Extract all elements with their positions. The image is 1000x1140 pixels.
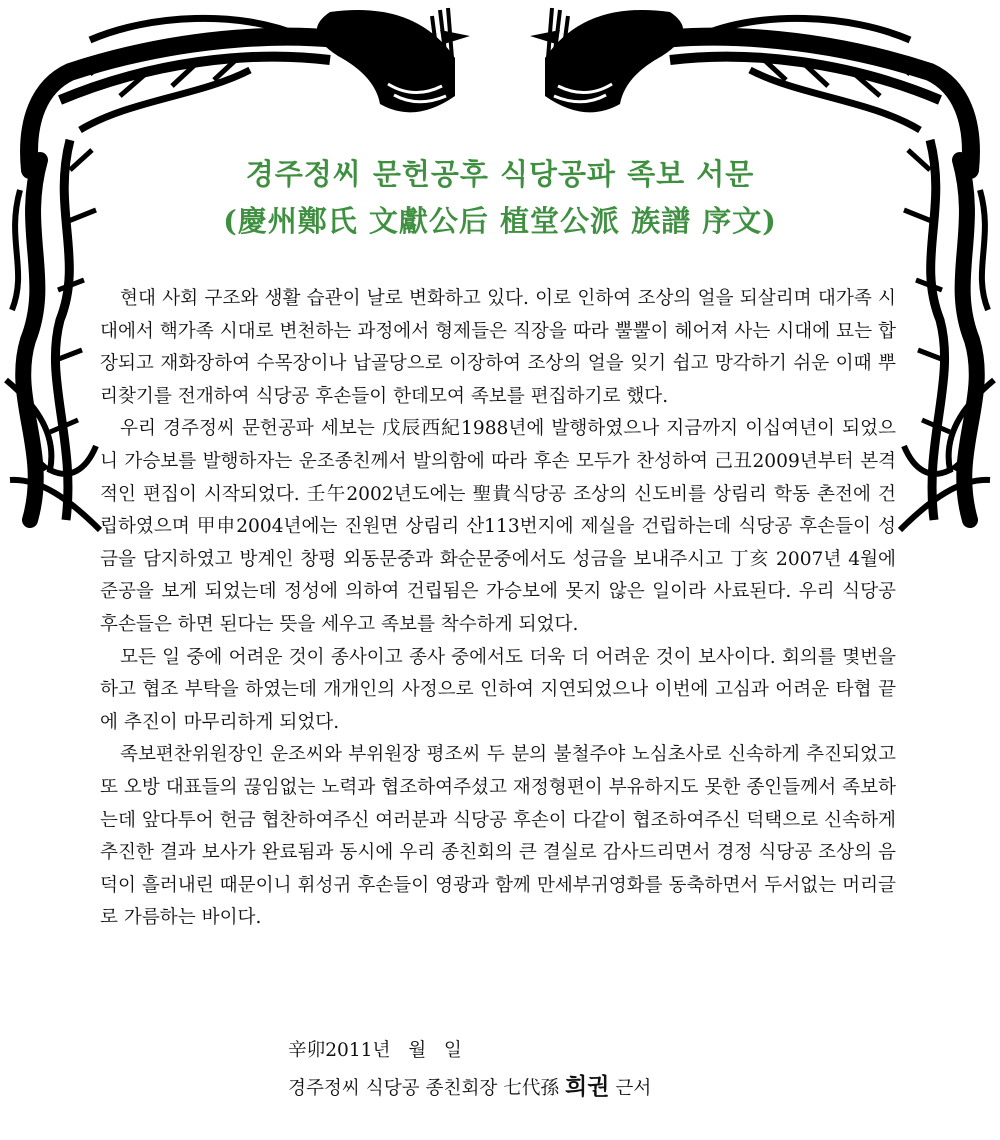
paragraph-4: 족보편찬위원장인 운조씨와 부위원장 평조씨 두 분의 불철주야 노심초사로 신속하게 추진되었고 또 오방 대표들의 끊임없는 노력과 협조하여주셨고 재정형편이 부유하지도 못한 종인들께서 족보하는데 앞다투어 헌금 협찬하여주신 여러분과 식당공 후손이 다같이 협조하여주신 덕택으로 신속하게 추진한 결과 보사가 완료됨과 동시에 우리 종친회의 큰 결실로 감사드리면서 경정 식당공 조상의 음덕이 흘러내린 때문이니 휘성귀 후손들이 영광과 함께 만세부귀영화를 동축하면서 두서없는 머리글로 가름하는 바이다. bbox=[100, 744, 896, 929]
signature-line bbox=[288, 1068, 651, 1101]
author-name: 희권 bbox=[565, 1073, 610, 1100]
date-line: 辛卯2011년 월 일 bbox=[288, 1040, 462, 1061]
paragraph-2: 우리 경주정씨 문헌공파 세보는 戊辰西紀1988년에 발행하였으나 지금까지 이십여년이 되었으니 가승보를 발행하자는 운조종친께서 발의함에 따라 후손 모두가 찬성하여 己丑2009년부터 본격적인 편집이 시작되었다. 壬午2002년도에는 聖貴식당공 조상의 신도비를 상림리 학동 촌전에 건립하였으며 甲申2004년에는 진원면 상림리 산113번지에 제실을 건립하는데 식당공 후손들이 성금을 담지하였고 방계인 창평 외동문중과 화순문중에서도 성금을 보내주시고 丁亥 2007년 4월에 준공을 보게 되었는데 정성에 의하여 건립됨은 가승보에 못지 않은 일이라 사료된다. 우리 식당공 후손들은 하면 된다는 뜻을 세우고 족보를 착수하게 되었다. bbox=[100, 418, 896, 635]
document-title-korean: 경주정씨 문헌공후 식당공파 족보 서문 bbox=[245, 157, 755, 191]
paragraph-3: 모든 일 중에 어려운 것이 종사이고 종사 중에서도 더욱 더 어려운 것이 보사이다. 회의를 몇번을 하고 협조 부탁을 하였는데 개개인의 사정으로 인하여 지연되었으나 이번에 고심과 어려운 타협 끝에 추진이 마무리하게 되었다. bbox=[100, 646, 896, 733]
document-title-hanja: (慶州鄭氏 文獻公后 植堂公派 族譜 序文) bbox=[223, 204, 777, 238]
signature-prefix: 경주정씨 식당공 종친회장 七代孫 bbox=[288, 1078, 560, 1099]
preface-body bbox=[100, 283, 896, 935]
paragraph-1: 현대 사회 구조와 생활 습관이 날로 변화하고 있다. 이로 인하여 조상의 얼을 되살리며 대가족 시대에서 핵가족 시대로 변천하는 과정에서 형제들은 직장을 따라 뿔뿔이 헤어져 사는 시대에 묘는 합장되고 재화장하여 수목장이나 납골당으로 이장하여 조상의 얼을 잊기 쉽고 망각하기 쉬운 이때 뿌리찾기를 전개하여 식당공 후손들이 한데모여 족보를 편집하기로 했다. bbox=[100, 288, 896, 407]
signature-suffix: 근서 bbox=[615, 1078, 652, 1099]
